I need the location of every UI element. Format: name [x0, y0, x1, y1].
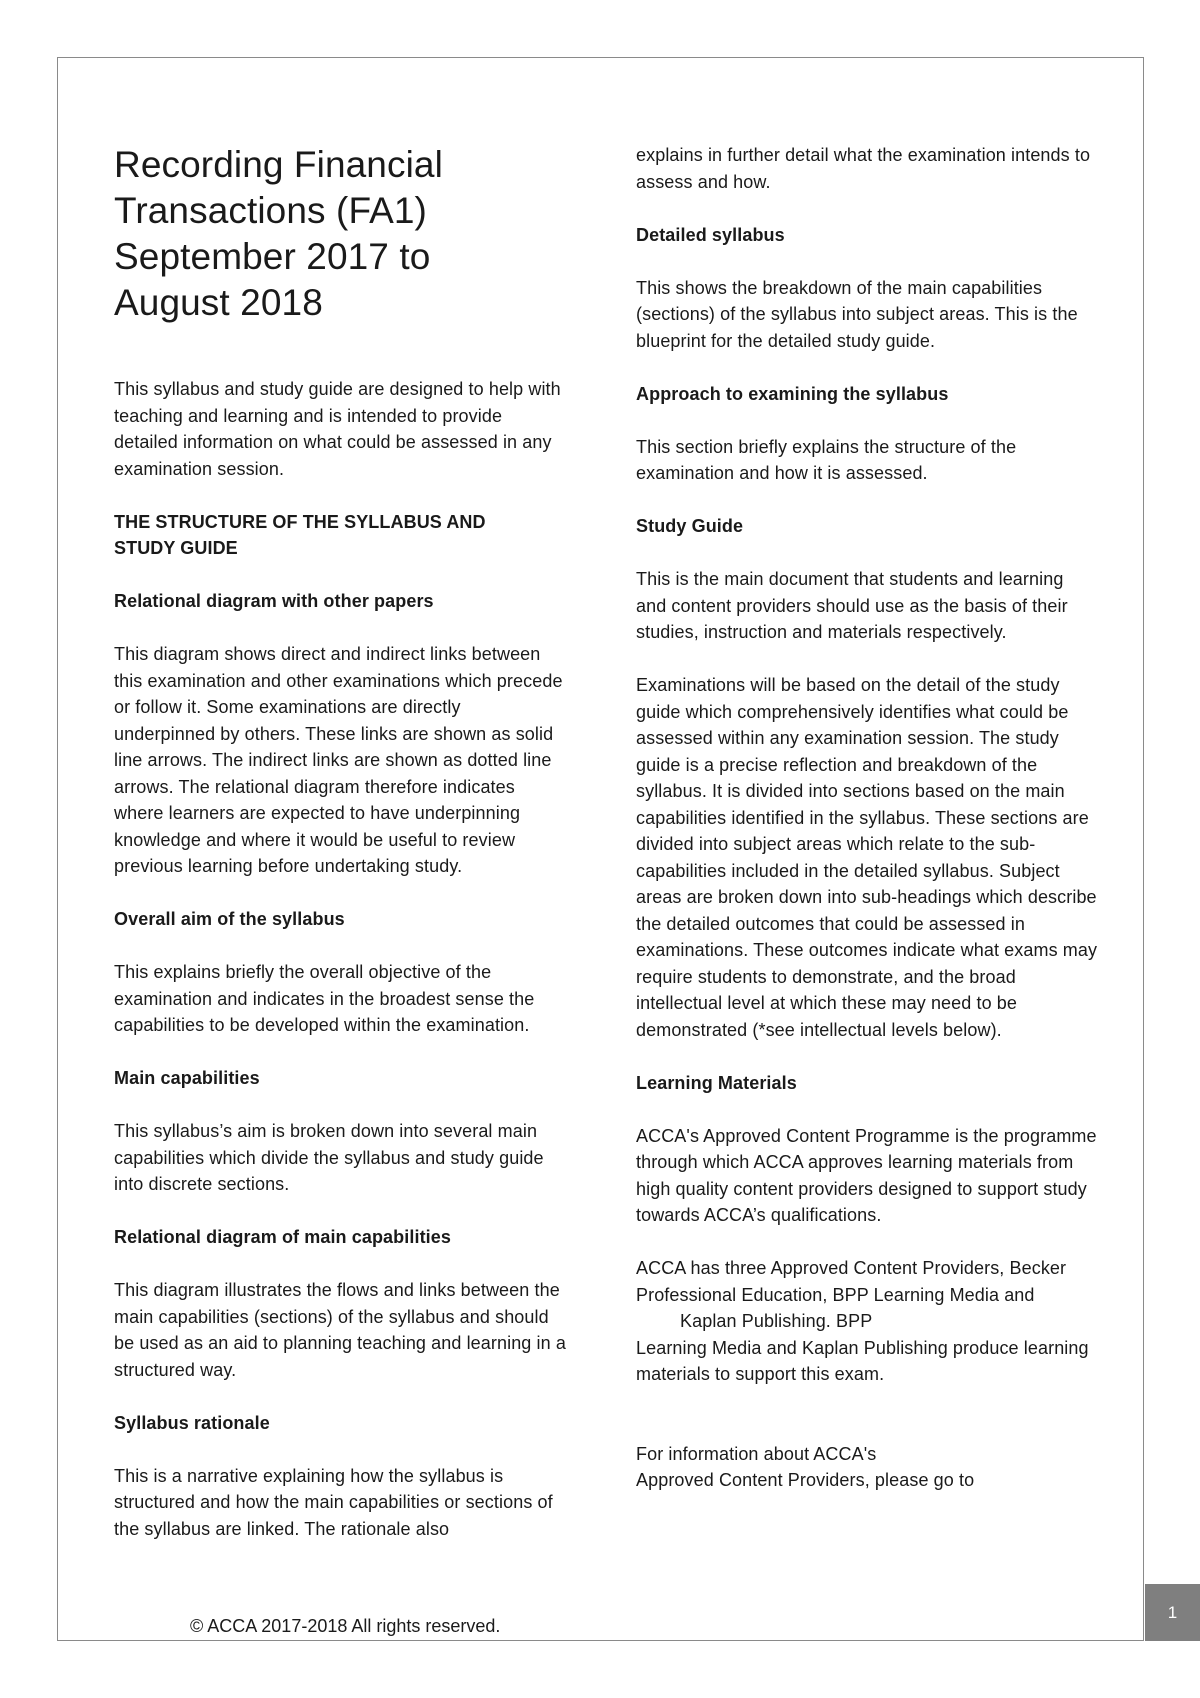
spacer — [636, 1414, 1098, 1441]
left-column — [114, 142, 566, 1569]
info-line-1: For information about ACCA's — [636, 1443, 877, 1464]
title-line-2: Transactions (FA1) — [114, 190, 427, 231]
title-line-3: September 2017 to — [114, 236, 431, 277]
main-capabilities-text: This syllabus’s aim is broken down into several main capabilities which divide the syllabus and study guide into discrete sections. — [114, 1121, 544, 1194]
structure-heading — [114, 509, 566, 562]
info-line-2: Approved Content Providers, please go to — [636, 1470, 975, 1490]
relational-main-capabilities-heading: Relational diagram of main capabilities — [114, 1227, 451, 1247]
examinations-text: Examinations will be based on the detail of the study guide which comprehensively identifies what could be assessed within any examination session. The study guide is a precise reflection and breakdown of the syllabus. It is divided into sections based on the main capabilities identified in the syllabus. These sections are divided into subject areas which relate to the sub-capabilities included in the detailed syllabus. Subject areas are broken down into sub-headings which describe the detailed outcomes that could be assessed in examinations. These outcomes indicate what exams may require students to demonstrate, and the broad intellectual level at which these may need to be demonstrated (*see intellectual levels below). — [636, 675, 1098, 1040]
rationale-continued-text: explains in further detail what the examination intends to assess and how. — [636, 145, 1091, 192]
document-title — [114, 142, 566, 326]
intro-paragraph: This syllabus and study guide are designed to help with teaching and learning and is intended to provide detailed information on what could be assessed in any examination session. — [114, 379, 561, 479]
learning-materials-text: ACCA's Approved Content Programme is the programme through which ACCA approves learning materials from high quality content providers designed to support study towards ACCA’s qualifications. — [636, 1125, 1097, 1225]
approach-text: This section briefly explains the structure of the examination and how it is assessed. — [636, 436, 1017, 483]
info-paragraph — [636, 1441, 1098, 1494]
overall-aim-text: This explains briefly the overall objective of the examination and indicates in the broadest sense the capabilities to be developed within the examination. — [114, 962, 535, 1035]
relational-main-capabilities-text: This diagram illustrates the flows and links between the main capabilities (sections) of the syllabus and should be used as an aid to planning teaching and learning in a structured way. — [114, 1280, 566, 1380]
structure-heading-line1: THE STRUCTURE OF THE SYLLABUS AND — [114, 511, 486, 532]
structure-heading-line2: STUDY GUIDE — [114, 538, 238, 558]
main-capabilities-heading: Main capabilities — [114, 1068, 260, 1088]
providers-paragraph — [636, 1255, 1098, 1388]
study-guide-text: This is the main document that students and learning and content providers should use as the basis of their studies, instruction and materials respectively. — [636, 569, 1068, 642]
copyright-footer: © ACCA 2017-2018 All rights reserved. — [190, 1616, 501, 1636]
title-line-4: August 2018 — [114, 282, 323, 323]
providers-line-2: Kaplan Publishing. BPP — [680, 1311, 873, 1331]
syllabus-rationale-heading: Syllabus rationale — [114, 1412, 270, 1433]
providers-line-1: ACCA has three Approved Content Providers, Becker Professional Education, BPP Learning Media and — [636, 1258, 1067, 1305]
relational-diagram-text: This diagram shows direct and indirect links between this examination and other examinations which precede or follow it. Some examinations are directly underpinned by others. These links are shown as solid line arrows. The indirect links are shown as dotted line arrows. The relational diagram therefore indicates where learners are expected to have underpinning knowledge and where it would be useful to review previous learning before undertaking study. — [114, 644, 563, 876]
title-line-1: Recording Financial — [114, 144, 443, 185]
syllabus-rationale-text: This is a narrative explaining how the syllabus is structured and how the main capabilities or sections of the syllabus are linked. The rationale also — [114, 1465, 553, 1539]
right-column — [636, 142, 1098, 1494]
relational-diagram-heading: Relational diagram with other papers — [114, 591, 434, 611]
providers-line-3: Learning Media and Kaplan Publishing produce learning materials to support this exam. — [636, 1337, 1089, 1384]
overall-aim-heading: Overall aim of the syllabus — [114, 909, 345, 929]
page-number: 1 — [1145, 1584, 1200, 1641]
approach-heading: Approach to examining the syllabus — [636, 383, 949, 404]
learning-materials-heading: Learning Materials — [636, 1072, 797, 1093]
detailed-syllabus-text: This shows the breakdown of the main capabilities (sections) of the syllabus into subject areas. This is the blueprint for the detailed study guide. — [636, 277, 1078, 351]
detailed-syllabus-heading: Detailed syllabus — [636, 224, 785, 245]
study-guide-heading: Study Guide — [636, 516, 744, 536]
